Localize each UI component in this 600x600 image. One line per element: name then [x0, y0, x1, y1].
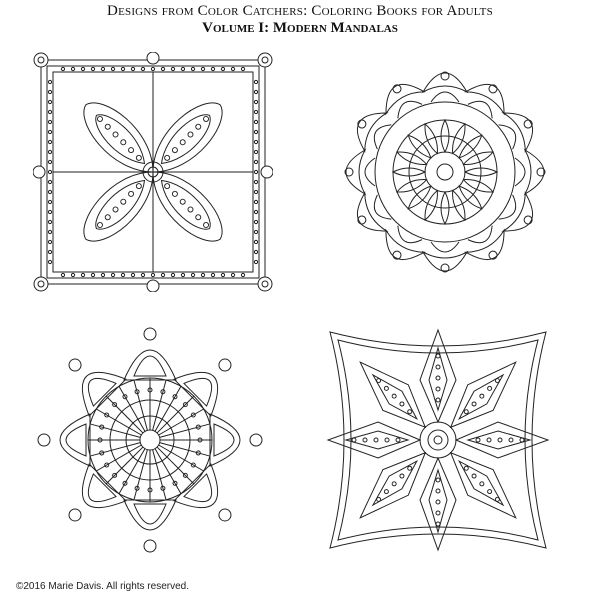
- page-header: [0, 0, 600, 37]
- book-title: Designs from Color Catchers: Coloring Books for Adults: [107, 3, 493, 19]
- mandala-square-four-petal: [33, 52, 273, 292]
- mandala-round-radiating-art: [30, 320, 270, 560]
- mandala-square-star: [318, 320, 558, 560]
- mandala-round-scalloped: [325, 52, 565, 292]
- mandala-square-star-art: [318, 320, 558, 560]
- mandala-round-radiating: [30, 320, 270, 560]
- mandala-round-scalloped-art: [325, 52, 565, 292]
- volume-subtitle: Volume I: Modern Mandalas: [202, 20, 398, 36]
- copyright-notice: ©2016 Marie Davis. All rights reserved.: [16, 581, 189, 592]
- mandala-square-four-petal-art: [33, 52, 273, 292]
